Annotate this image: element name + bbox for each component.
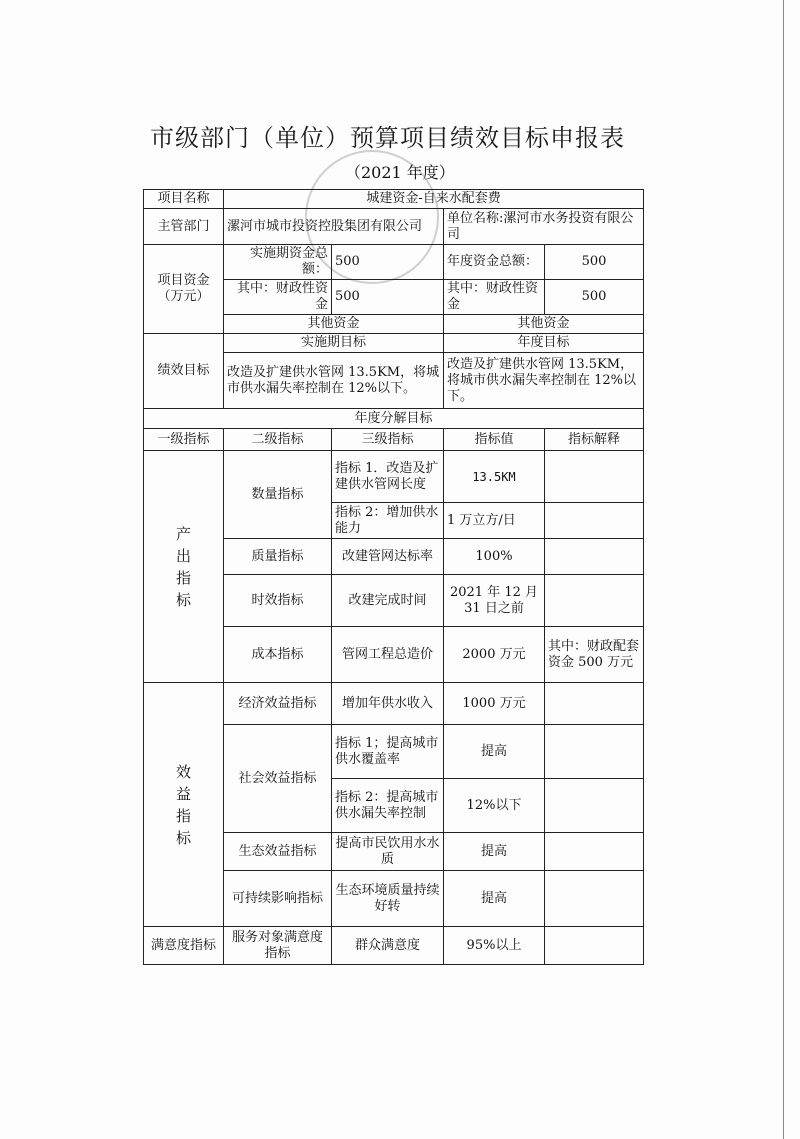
sustain-note xyxy=(545,871,644,927)
col-level2: 二级指标 xyxy=(224,429,332,451)
qty1: 指标 1．改造及扩建供水管网长度 xyxy=(332,451,444,503)
quality-note xyxy=(545,539,644,575)
qty2-value: 1 万立方/日 xyxy=(444,503,545,539)
satisfaction-value: 95%以上 xyxy=(444,927,545,965)
sustain: 生态环境质量持续好转 xyxy=(332,871,444,927)
project-name: 城建资金-自来水配套费 xyxy=(224,190,644,209)
col-note: 指标解释 xyxy=(545,429,644,451)
impl-total: 500 xyxy=(332,245,444,280)
output-label: 产出指标 xyxy=(144,451,224,683)
performance-table xyxy=(143,189,644,965)
quality: 改建管网达标率 xyxy=(332,539,444,575)
time: 改建完成时间 xyxy=(332,575,444,627)
cost-note: 其中：财政配套资金 500 万元 xyxy=(545,627,644,683)
impl-goal-head: 实施期目标 xyxy=(224,334,444,353)
cost-value: 2000 万元 xyxy=(444,627,545,683)
satisfaction-sub-label: 服务对象满意度指标 xyxy=(224,927,332,965)
econ-label: 经济效益指标 xyxy=(224,683,332,725)
project-name-label: 项目名称 xyxy=(144,190,224,209)
social1: 指标 1；提高城市供水覆盖率 xyxy=(332,725,444,779)
benefit-label: 效益指标 xyxy=(144,683,224,927)
social2-note xyxy=(545,779,644,833)
eco-note xyxy=(545,833,644,871)
eco: 提高市民饮用水水质 xyxy=(332,833,444,871)
econ: 增加年供水收入 xyxy=(332,683,444,725)
quality-value: 100% xyxy=(444,539,545,575)
social-label: 社会效益指标 xyxy=(224,725,332,833)
eco-label: 生态效益指标 xyxy=(224,833,332,871)
year-goal-text: 改造及扩建供水管网 13.5KM，将城市供水漏失率控制在 12%以下。 xyxy=(444,353,644,409)
page-edge-line xyxy=(783,0,784,1139)
time-value: 2021 年 12 月 31 日之前 xyxy=(444,575,545,627)
social1-value: 提高 xyxy=(444,725,545,779)
social2-value: 12%以下 xyxy=(444,779,545,833)
col-level1: 一级指标 xyxy=(144,429,224,451)
qty1-note xyxy=(545,451,644,503)
impl-total-label: 实施期资金总额： xyxy=(224,245,332,280)
year-goal-head: 年度目标 xyxy=(444,334,644,353)
year-total-label: 年度资金总额： xyxy=(444,245,545,280)
unit-value: 单位名称:漯河市水务投资有限公司 xyxy=(444,209,644,245)
impl-goal-text: 改造及扩建供水管网 13.5KM，将城市供水漏失率控制在 12%以下。 xyxy=(224,353,444,409)
time-note xyxy=(545,575,644,627)
cost-label: 成本指标 xyxy=(224,627,332,683)
qty-label: 数量指标 xyxy=(224,451,332,539)
cost: 管网工程总造价 xyxy=(332,627,444,683)
dept-label: 主管部门 xyxy=(144,209,224,245)
qty2-note xyxy=(545,503,644,539)
qty1-value: 13.5KM xyxy=(444,451,545,503)
quality-label: 质量指标 xyxy=(224,539,332,575)
sustain-label: 可持续影响指标 xyxy=(224,871,332,927)
col-value: 指标值 xyxy=(444,429,545,451)
funds-label: 项目资金（万元） xyxy=(144,245,224,334)
year-total: 500 xyxy=(545,245,644,280)
satisfaction-note xyxy=(545,927,644,965)
year-other-label: 其他资金 xyxy=(444,315,644,334)
year-fiscal: 500 xyxy=(545,280,644,315)
social2: 指标 2：提高城市供水漏失率控制 xyxy=(332,779,444,833)
form-year: （2021 年度） xyxy=(345,163,455,182)
satisfaction-label: 满意度指标 xyxy=(144,927,224,965)
goals-label: 绩效目标 xyxy=(144,334,224,409)
satisfaction-item: 群众满意度 xyxy=(332,927,444,965)
impl-fiscal-label: 其中：财政性资金 xyxy=(224,280,332,315)
qty2: 指标 2：增加供水能力 xyxy=(332,503,444,539)
econ-value: 1000 万元 xyxy=(444,683,545,725)
form-title: 市级部门（单位）预算项目绩效目标申报表 xyxy=(150,124,625,152)
col-level3: 三级指标 xyxy=(332,429,444,451)
dept-value: 漯河市城市投资控股集团有限公司 xyxy=(224,209,444,245)
time-label: 时效指标 xyxy=(224,575,332,627)
year-fiscal-label: 其中：财政性资金 xyxy=(444,280,545,315)
breakdown-title: 年度分解目标 xyxy=(144,409,644,429)
eco-value: 提高 xyxy=(444,833,545,871)
sustain-value: 提高 xyxy=(444,871,545,927)
econ-note xyxy=(545,683,644,725)
impl-other-label: 其他资金 xyxy=(224,315,444,334)
social1-note xyxy=(545,725,644,779)
impl-fiscal: 500 xyxy=(332,280,444,315)
